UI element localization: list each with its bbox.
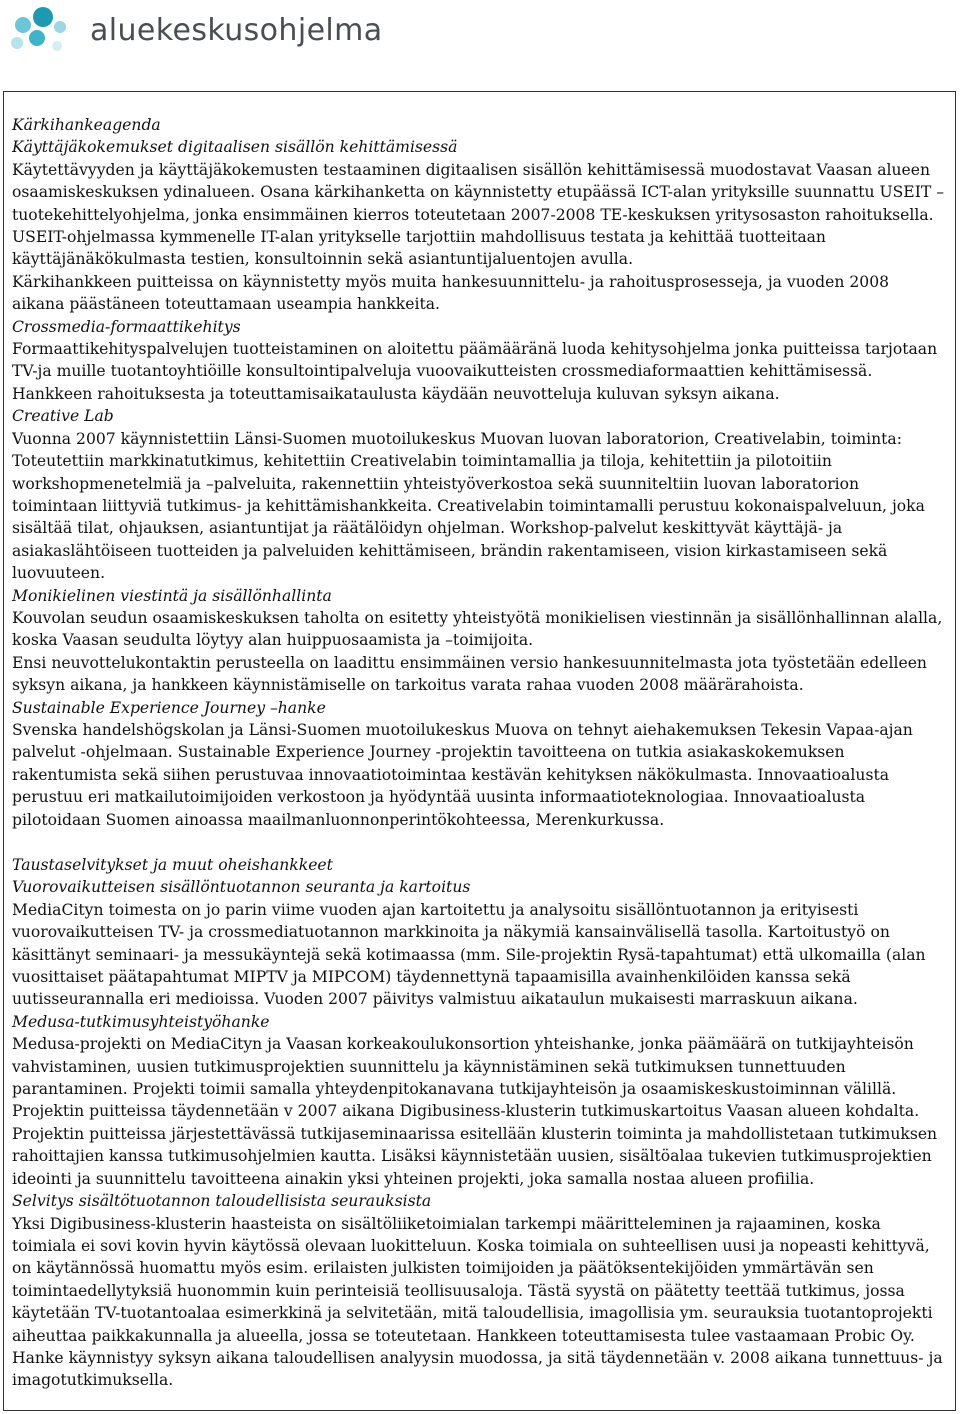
paragraph: Kärkihankkeen puitteissa on käynnistetty myös muita hankesuunnittelu- ja rahoitusprosesseja, ja vuoden 2008 aikana päästäneen toteuttamaan useampia hankkeita. [12, 272, 890, 314]
paragraph: Projektin puitteissa täydennetään v 2007 aikana Digibusiness-klusterin tutkimuskartoitus Vaasan alueen kohdalta. [12, 1102, 920, 1121]
section-heading: Taustaselvitykset ja muut oheishankkeet [12, 856, 333, 874]
paragraph: Medusa-projekti on MediaCityn ja Vaasan korkeakoulukonsortion yhteishanke, jonka päämäärä on tutkijayhteisön vahvistaminen, uusien tutkimusprojektien suunnittelu ja käynnistäminen sekä tutkimuksen tunnettuuden parantaminen. Projekti toimii samalla yhteydenpitokanavana tutkijayhteisön ja osaamiskeskustoiminnan välillä. [12, 1035, 914, 1099]
section-heading: Kärkihankeagenda [12, 116, 161, 134]
section-gap [12, 831, 946, 854]
paragraph: Ensi neuvottelukontaktin perusteella on laadittu ensimmäinen versio hankesuunnitelmasta jota työstetään edelleen syksyn aikana, ja hankkeen käynnistämiselle on tarkoitus varata rahaa vuoden 2008 määrärahoista. [12, 653, 927, 695]
subheading: Creative Lab [12, 407, 114, 426]
subheading: Käyttäjäkokemukset digitaalisen sisällön kehittämisessä [12, 138, 458, 157]
paragraph: Käytettävyyden ja käyttäjäkokemusten testaaminen digitaalisen sisällön kehittämisessä muodostavat Vaasan alueen osaamiskeskuksen ydinalueen. Osana kärkihanketta on käynnistetty etupäässä ICT-alan yrityksille suunnattu USEIT – tuotekehittelyohjelma, jonka ensimmäinen kierros toteutetaan 2007-2008 TE-keskuksen yritysosaston rahoituksella. USEIT-ohjelmassa kymmenelle IT-alan yritykselle tarjottiin mahdollisuus testata ja kehittää tuotteitaan käyttäjänäkökulmasta testien, konsultoinnin sekä asiantuntijaluentojen avulla. [12, 160, 945, 269]
paragraph: Vuonna 2007 käynnistettiin Länsi-Suomen muotoilukeskus Muovan luovan laboratorion, Creativelabin, toiminta: Toteutettiin markkinatutkimus, kehitettiin Creativelabin toimintamallia ja tiloja, kehitettiin ja pilotoitiin workshopmenetelmiä ja –palveluita, rakennettiin yhteistyöverkostoa sekä suunniteltiin luovan laboratorion toimintaan liittyviä tutkimus- ja kehittämishankkeita. Creativelabin toimintamalli perustuu kokonaispalveluun, joka sisältää tilat, ohjauksen, asiantuntijat ja räätälöidyn ohjelman. Workshop-palvelut keskittyvät käyttäjä- ja asiakaslähtöiseen tuotteiden ja palveluiden kehittämiseen, brändin rakentamiseen, vision kirkastamiseen sekä luovuuteen. [12, 429, 925, 583]
subheading: Monikielinen viestintä ja sisällönhallinta [12, 586, 332, 605]
logo-text: aluekeskusohjelma [90, 12, 383, 48]
paragraph: Yksi Digibusiness-klusterin haasteista on sisältöliiketoimialan tarkempi määritteleminen ja rajaaminen, koska toimiala ei sovi kovin hyvin käytössä olevaan luokitteluun. Koska toimiala on suhteellisen uusi ja nopeasti kehittyvä, on käytännössä huomattu myös esim. erilaisten julkisten toimijoiden ja päätöksentekijöiden ymmärtävän sen toimintaedellytyksiä huonommin kuin perinteisiä teollisuusaloja. Tästä syystä on päätetty teettää tutkimus, jossa käytetään TV-tuotantoalaa esimerkkinä ja selvitetään, mitä taloudellisia, imagollisia ym. seurauksia tuotantoprojekti aiheuttaa paikkakunnalla ja alueella, jossa se toteutetaan. Hankkeen toteuttamisesta tulee vastaamaan Probic Oy. Hanke käynnistyy syksyn aikana taloudellisen analyysin muodossa, ja sitä täydennetään v. 2008 aikana tunnettuus- ja imagotutkimuksella. [12, 1214, 943, 1390]
document-body [12, 114, 946, 1392]
paragraph: Kouvolan seudun osaamiskeskuksen taholta on esitetty yhteistyötä monikielisen viestinnän ja sisällönhallinnan alalla, koska Vaasan seudulta löytyy alan huippuosaamista ja –toimijoita. [12, 608, 943, 650]
subheading: Selvitys sisältötuotannon taloudellisista seurauksista [12, 1192, 432, 1211]
paragraph: Formaattikehityspalvelujen tuotteistaminen on aloitettu päämääränä luoda kehitysohjelma jonka puitteissa tarjotaan TV-ja muille tuotantoyhtiöille konsultointipalveluja vuoovaikutteisten crossmediaformaattien kehittämisessä. Hankkeen rahoituksesta ja toteuttamisaikataulusta käydään neuvotteluja kuluvan syksyn aikana. [12, 340, 938, 403]
paragraph: Svenska handelshögskolan ja Länsi-Suomen muotoilukeskus Muova on tehnyt aiehakemuksen Tekesin Vapaa-ajan palvelut -ohjelmaan. Sustainable Experience Journey -projektin tavoitteena on tutkia asiakaskokemuksen rakentumista sekä siihen perustuvaa innovaatiotoimintaa kestävän kehityksen näkökulmasta. Innovaatioalusta perustuu eri matkailutoimijoiden verkostoon ja hyödyntää uusinta informaatioteknologiaa. Innovaatioalusta pilotoidaan Suomen ainoassa maailmanluonnonperintökohteessa, Merenkurkussa. [12, 720, 913, 829]
logo [10, 2, 383, 60]
paragraph: MediaCityn toimesta on jo parin viime vuoden ajan kartoitettu ja analysoitu sisällöntuotannon ja erityisesti vuorovaikutteisen TV- ja crossmediatuotannon markkinoita ja näkymiä kansainvälisellä tasolla. Kartoitustyö on käsittänyt seminaari- ja messukäyntejä sekä kotimaassa (mm. Sile-projektin Rysä-tapahtumat) että ulkomailla (alan vuosittaiset päätapahtumat MIPTV ja MIPCOM) täydennettynä tapaamisilla avainhenkilöiden kanssa sekä uutisseurannalla eri medioissa. Vuoden 2007 päivitys valmistuu aikataulun mukaisesti marraskuun aikana. [12, 900, 926, 1009]
paragraph: Projektin puitteissa järjestettävässä tutkijaseminaarissa esitellään klusterin toiminta ja mahdollistetaan tutkimuksen rahoittajien kanssa tutkimusohjelmien kautta. Lisäksi käynnistetään uusien, sisältöalaa tukevien tutkimusprojektien ideointi ja suunnittelu tavoitteena ainakin yksi yhteinen projekti, joka samalla nostaa alueen profiilia. [12, 1124, 938, 1188]
subheading: Crossmedia-formaattikehitys [12, 317, 241, 336]
subheading: Sustainable Experience Journey –hanke [12, 698, 326, 717]
dots-logo-icon [10, 4, 86, 58]
subheading: Medusa-tutkimusyhteistyöhanke [12, 1012, 270, 1031]
subheading: Vuorovaikutteisen sisällöntuotannon seuranta ja kartoitus [12, 878, 471, 897]
